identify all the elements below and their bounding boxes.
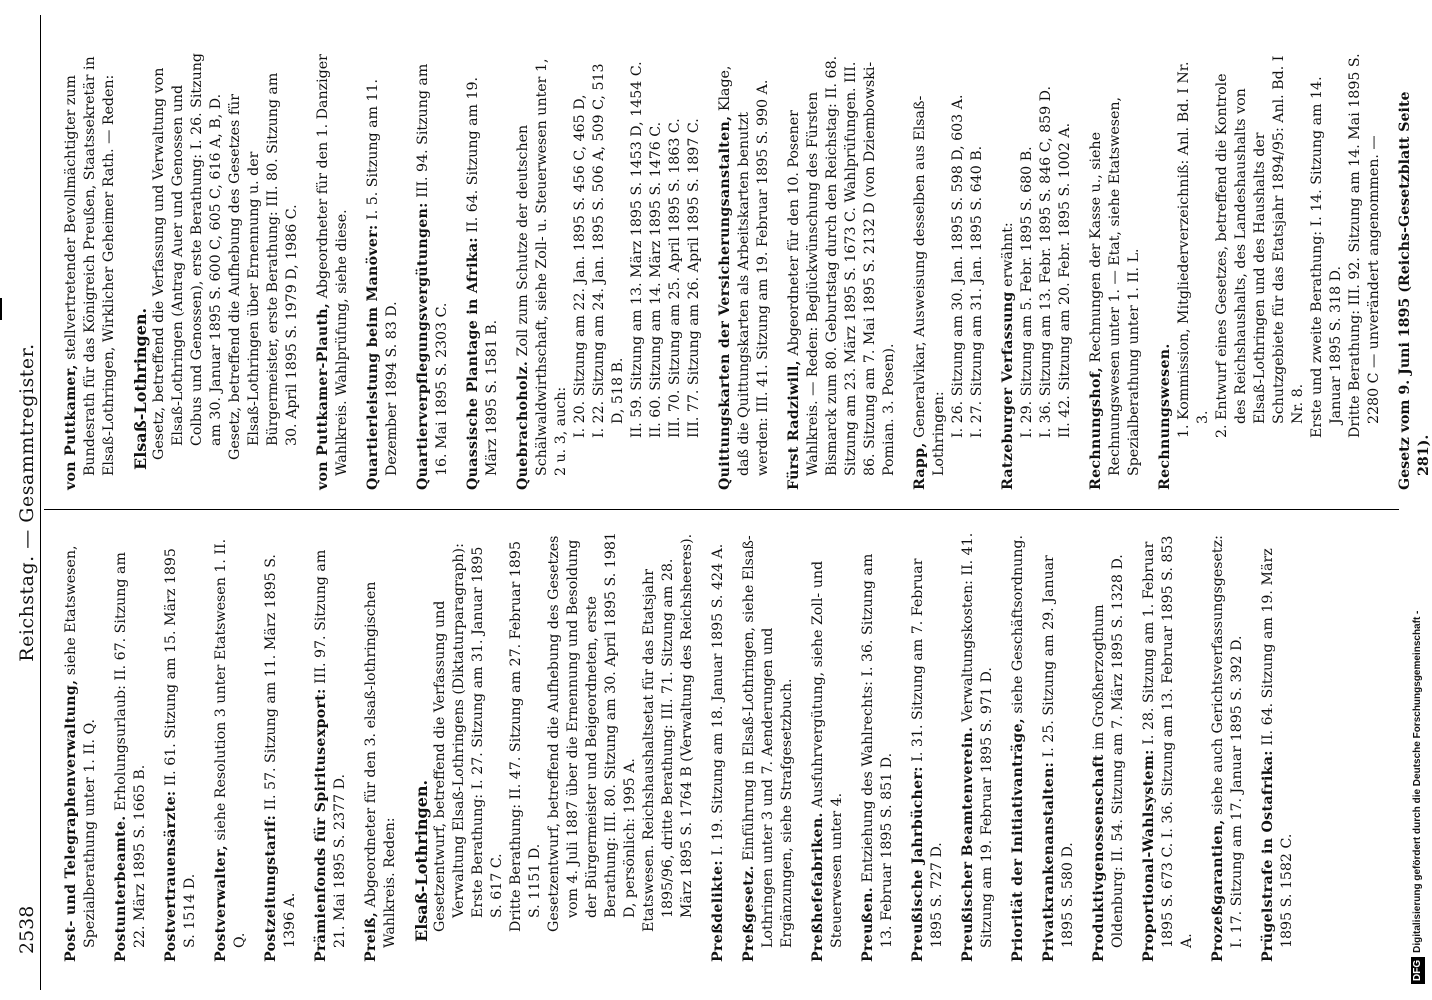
index-entry: [314, 50, 352, 490]
entry-headword: von Puttkamer-Plauth,: [315, 302, 331, 490]
index-entry: [1259, 532, 1297, 962]
index-entry: [1040, 532, 1078, 962]
entry-reference: Erste und zweite Berathung: I. 14. Sitzung am 14. Januar 1895 S. 318 D.: [1309, 76, 1344, 438]
column-divider: [44, 509, 1399, 510]
law-reference: Gesetz vom 9. Juni 1895 (Reichs-Gesetzblatt Seite 281).: [1397, 91, 1432, 490]
entry-headword: Prügelstrafe in Ostafrika:: [1260, 750, 1276, 962]
index-entry: [959, 532, 997, 962]
entry-reference: I. 29. Sitzung am 5. Febr. 1895 S. 680 B.: [1019, 146, 1035, 438]
entry-text: siehe auch Gerichtsverfassungsgesetz: I. 17. Sitzung am 17. Januar 1895 S. 392 D.: [1210, 535, 1245, 948]
entry-text: II. 64. Sitzung am 19. März 1895 S. 1582 C.: [1260, 548, 1295, 948]
index-entry: [1090, 532, 1128, 962]
index-entry: [716, 50, 773, 490]
section-title: Elsaß-Lothringen.: [131, 307, 150, 470]
entry-reference: Dritte Berathung: II. 47. Sitzung am 27. Februar 1895 S. 1151 D.: [508, 541, 543, 932]
entry-headword: Preßgesetz.: [741, 865, 757, 962]
entry-text: Zoll zum Schutze der deutschen Schälwaldwirthschaft, siehe Zoll- u. Steuerwesen unter 1, 2 u. 3, auch:: [515, 58, 569, 476]
entry-reference: 1. Kommission, Mitgliederverzeichniß: Anl. Bd. I Nr. 3.: [1176, 61, 1211, 438]
entry-text: III. 97. Sitzung am 21. Mai 1895 S. 2377 D.: [313, 549, 348, 948]
entry-text: Entziehung des Wahlrechts: I. 36. Sitzung am 13. Februar 1895 S. 851 D.: [860, 553, 895, 948]
entry-headword: Rechnungswesen.: [1157, 343, 1173, 490]
running-title: Reichstag. — Gesammtregister.: [16, 343, 38, 662]
entry-headword: Preßhefefabriken.: [810, 812, 826, 962]
entry-headword: Quartierleistung beim Manöver:: [365, 224, 381, 490]
entry-reference: Gesetzentwurf, betreffend die Verfassung und Verwaltung Elsaß-Lothringens (Diktaturparagraph): Erste Berathung: I. 27. Sitzung am 31. Januar 1895 S. 617 C.: [432, 543, 505, 932]
section-title: Elsaß-Lothringen.: [412, 779, 431, 942]
entry-text: siehe Etatswesen, Spezialberathung unter 1. II. Q.: [63, 545, 98, 948]
index-entry: [785, 50, 899, 490]
entry-reference: II. 59. Sitzung am 13. März 1895 S. 1453 D, 1454 C.: [629, 61, 645, 438]
index-entry: [1087, 50, 1144, 490]
entry-text: im Großherzogthum Oldenburg: II. 54. Sitzung am 7. März 1895 S. 1328 D.: [1091, 554, 1126, 948]
index-entry: [740, 532, 797, 962]
entry-headword: Preußische Jahrbücher:: [910, 766, 926, 962]
entry-headword: Priorität der Initiativanträge,: [1010, 717, 1026, 962]
index-entry: [62, 50, 119, 490]
entry-headword: von Puttkamer,: [63, 364, 79, 490]
index-entry: [1009, 532, 1028, 962]
entry-reference: 2. Entwurf eines Gesetzes, betreffend die Kontrole des Reichshaushalts, des Landeshaushalts von Elsaß-Lothringen und des Haushalts der Schutzgebiete für das Etatsjahr 1894/95: Anl. Bd. I Nr. 8.: [1214, 55, 1306, 438]
index-entry: [412, 532, 697, 962]
entry-text: Abgeordneter für den 10. Posener Wahlkreis. — Reden: Beglückwünschung des Fürsten Bismarck zum 80. Geburtstag durch den Reichstag: II. 68. Sitzung am 23. März 1895 S. 1673 C. Wahlprüfungen. III. 86. Sitzung am 7. Mai 1895 S. 2132 D (von Dziembowski-Pomian. 3. Posen).: [786, 55, 897, 476]
entry-text: I. 31. Sitzung am 7. Februar 1895 S. 727 D.: [910, 558, 945, 948]
entry-headword: Preußischer Beamtenverein.: [960, 726, 976, 962]
entry-headword: Privatkrankenanstalten:: [1041, 761, 1057, 962]
entry-headword: Quassische Plantage in Afrika:: [465, 237, 481, 490]
entry-headword: Post- und Telegraphenverwaltung,: [63, 679, 79, 962]
entry-headword: Preußen.: [860, 887, 876, 962]
entry-text: siehe Geschäftsordnung.: [1010, 534, 1026, 714]
entry-text: I. 28. Sitzung am 1. Februar 1895 S. 673 C. I. 36. Sitzung am 13. Februar 1895 S. 853 A.: [1141, 535, 1195, 948]
entry-text: Rechnungen der Kasse u., siehe Rechnungswesen unter 1. — Etat, siehe Etatswesen, Spezialberathung unter 1. II. L.: [1088, 96, 1142, 476]
scan-mark: [0, 298, 2, 320]
entry-headword: Proportional-Wahlsystem:: [1141, 749, 1157, 962]
entry-text: siehe Resolution 3 unter Etatswesen 1. II. Q.: [213, 538, 248, 948]
entry-text: II. 57. Sitzung am 11. März 1895 S. 1396 A.: [263, 554, 298, 948]
entry-text: II. 64. Sitzung am 19. März 1895 S. 1581 B.: [465, 76, 500, 476]
entry-headword: Prozeßgarantien,: [1210, 819, 1226, 962]
entry-reference: Gesetz, betreffend die Aufhebung des Gesetzes für Elsaß-Lothringen über Ernennung u. der Bürgermeister, erste Berathung: III. 80. Sitzung am 30. April 1895 S. 1979 D, 1986 C.: [227, 72, 300, 460]
entry-headword: Rapp,: [912, 442, 928, 490]
entry-text: I. 25. Sitzung am 29. Januar 1895 S. 580 D.: [1041, 555, 1076, 948]
index-entry: [312, 532, 350, 962]
index-entry: [414, 50, 452, 490]
index-entry: [1156, 50, 1384, 490]
entry-text: III. 94. Sitzung am 16. Mai 1895 S. 2303 C.: [415, 63, 450, 476]
index-entry: [112, 532, 150, 962]
entry-text: Ausfuhrvergütung, siehe Zoll- und Steuerwesen unter 4.: [810, 560, 845, 948]
index-entry: [709, 532, 728, 962]
entry-headword: Rechnungshof,: [1088, 366, 1104, 490]
entry-text: I. 19. Sitzung am 18. Januar 1895 S. 424 A.: [710, 543, 726, 856]
dfg-sidebar: [1408, 10, 1428, 990]
entry-headword: Quittungskarten der Versicherungsanstalten,: [717, 115, 733, 490]
left-column: [62, 532, 1309, 962]
entry-headword: Quartierverpflegungsvergütungen:: [415, 202, 431, 490]
index-entry: [464, 50, 502, 490]
index-entry: [362, 532, 400, 962]
entry-text: stellvertretender Bevollmächtigter zum Bundesrath für das Königreich Preußen, Staatssekretär in Elsaß-Lothringen, Wirklicher Geheimer Rath. — Reden:: [63, 56, 117, 476]
entry-reference: I. 36. Sitzung am 13. Febr. 1895 S. 846 C, 859 D.: [1038, 85, 1054, 438]
entry-text: Generalvikar, Ausweisung desselben aus Elsaß-Lothringen:: [912, 95, 947, 476]
index-entry: [514, 50, 704, 490]
entry-reference: I. 22. Sitzung am 24. Jan. 1895 S. 506 A, 509 C, 513 D, 518 B.: [591, 63, 626, 438]
entry-headword: Ratzeburger Verfassung: [1000, 291, 1016, 490]
entry-text: I. 5. Sitzung am 11. Dezember 1894 S. 83 D.: [365, 78, 400, 476]
entry-headword: Postvertrauensärzte:: [163, 790, 179, 962]
entry-reference: III. 70. Sitzung am 25. April 1895 S. 1863 C.: [667, 118, 683, 438]
entry-headword: Postzeitungstarif:: [263, 814, 279, 962]
entry-headword: Prämienfonds für Spiritusexport:: [313, 688, 329, 962]
entry-text: Abgeordneter für den 1. Danziger Wahlkreis. Wahlprüfung, siehe diese.: [315, 54, 350, 476]
entry-text: Abgeordneter für den 3. elsaß-lothringischen Wahlkreis. Reden:: [363, 581, 398, 948]
index-entry: [364, 50, 402, 490]
entry-reference: Etatswesen. Reichshaushaltsetat für das Etatsjahr 1895/96, dritte Berathung: III. 71. Sitzung am 28. März 1895 S. 1764 B (Verwaltung des Reichsheeres).: [641, 533, 695, 932]
index-entry: [212, 532, 250, 962]
entry-headword: Postunterbeamte.: [113, 815, 129, 962]
entry-reference: II. 42. Sitzung am 20. Febr. 1895 S. 1002 A.: [1057, 122, 1073, 438]
entry-reference: Gesetz, betreffend die Verfassung und Verwaltung von Elsaß-Lothringen (Antrag Auer und Genossen und Colbus und Genossen), erste Berathung: I. 26. Sitzung am 30. Januar 1895 S. 600 C, 605 C, 616 A, B, D.: [151, 53, 224, 460]
dfg-sidebar-text: [1408, 4, 1428, 990]
page-number: 2538: [16, 905, 38, 954]
index-entry: [999, 50, 1075, 490]
entry-text: Verwaltungskosten: II. 41. Sitzung am 19. Februar 1895 S. 971 D.: [960, 532, 995, 948]
index-entry: [131, 50, 302, 490]
entry-reference: Gesetzentwurf, betreffend die Aufhebung des Gesetzes vom 4. Juli 1887 über die Ernennung und Besoldung der Bürgermeister und Beigeordneten, erste Berathung: III. 80. Sitzung am 30. April 1895 S. 1981 D, persönlich: 1995 A.: [546, 532, 638, 932]
entry-text: Einführung in Elsaß-Lothringen, siehe Elsaß-Lothringen unter 3 und 7. Aenderungen und Ergänzungen, siehe Strafgesetzbuch.: [741, 535, 795, 948]
entry-reference: I. 20. Sitzung am 22. Jan. 1895 S. 456 C, 465 D,: [572, 94, 588, 438]
index-entry: [909, 532, 947, 962]
page-header: [6, 15, 41, 990]
entry-text: Klage, daß die Quittungskarten als Arbeitskarten benutzt werden: III. 41. Sitzung am 19. Februar 1895 S. 990 A.: [717, 65, 771, 476]
entry-reference: Dritte Berathung: III. 92. Sitzung am 14. Mai 1895 S. 2280 C — unverändert angenommen. —: [1347, 53, 1382, 438]
entry-headword: Fürst Radziwill,: [786, 360, 802, 490]
entry-reference: II. 60. Sitzung am 14. März 1895 S. 1476 C.: [648, 121, 664, 438]
dfg-credit: Digitalisierung gefördert durch die Deutsche Forschungsgemeinschaft -: [1412, 610, 1423, 953]
index-entry: [62, 532, 100, 962]
entry-reference: I. 27. Sitzung am 31. Jan. 1895 S. 640 B.: [969, 145, 985, 438]
entry-headword: Postverwalter,: [213, 845, 229, 962]
entry-reference: III. 77. Sitzung am 26. April 1895 S. 1897 C.: [686, 118, 702, 438]
entry-text: II. 61. Sitzung am 15. März 1895 S. 1514 D.: [163, 548, 198, 948]
index-entry: [859, 532, 897, 962]
entry-headword: Quebrachoholz.: [515, 360, 531, 490]
entry-headword: Produktivgenossenschaft: [1091, 754, 1107, 962]
index-entry: [809, 532, 847, 962]
index-entry: [1209, 532, 1247, 962]
entry-text: erwähnt:: [1000, 222, 1016, 287]
entry-text: Erholungsurlaub: II. 67. Sitzung am 22. März 1895 S. 1665 B.: [113, 552, 148, 948]
entry-reference: I. 26. Sitzung am 30. Jan. 1895 S. 598 D, 603 A.: [950, 94, 966, 438]
index-entry: [162, 532, 200, 962]
index-entry: [911, 50, 987, 490]
dfg-logo: DFG: [1411, 957, 1425, 984]
index-entry: [262, 532, 300, 962]
right-column: [62, 50, 1432, 490]
entry-headword: Preßdelikte:: [710, 860, 726, 962]
entry-headword: Preiß,: [363, 911, 379, 962]
index-entry: [1140, 532, 1197, 962]
